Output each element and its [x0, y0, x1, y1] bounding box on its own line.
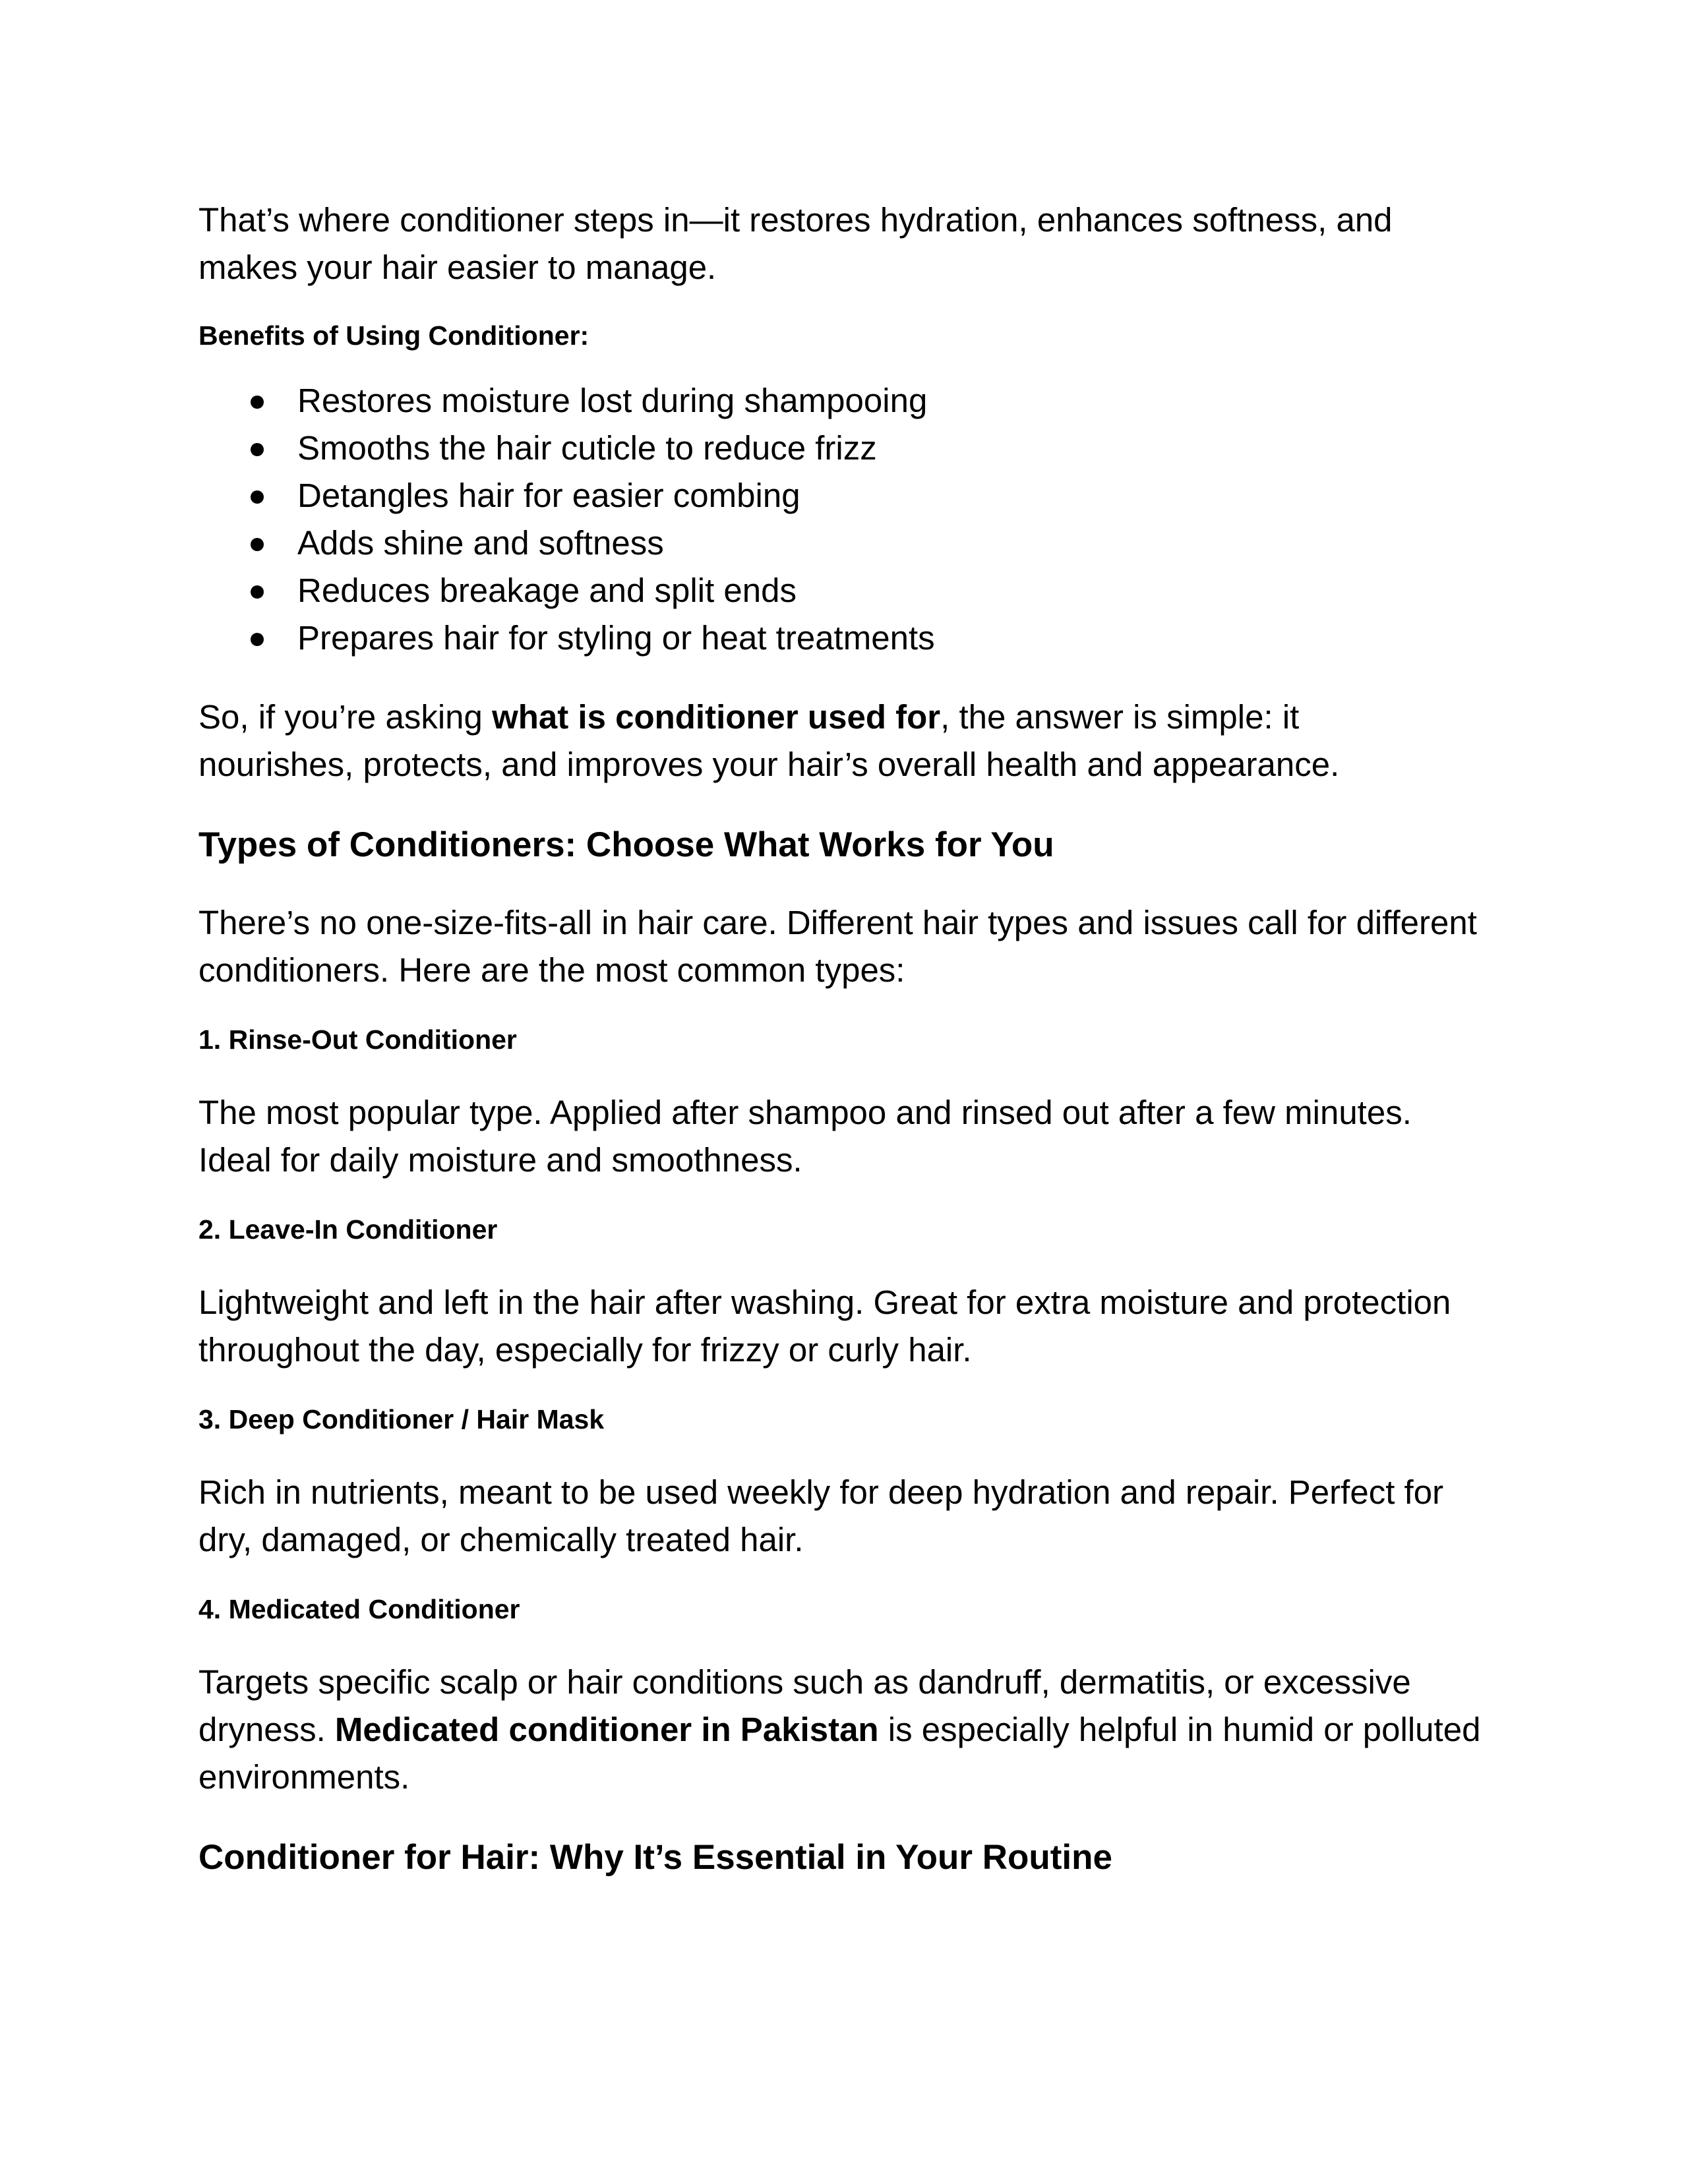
bullet-icon: [251, 490, 264, 504]
summary-bold-phrase: what is conditioner used for: [492, 698, 941, 736]
medicated-text-post: is especially helpful in humid or polluted environments.: [198, 1711, 1481, 1796]
list-item-text: Prepares hair for styling or heat treatments: [297, 619, 935, 657]
list-item-text: Adds shine and softness: [297, 524, 664, 562]
bullet-icon: [251, 633, 264, 646]
bullet-icon: [251, 396, 264, 409]
intro-paragraph: That’s where conditioner steps in—it restores hydration, enhances softness, and makes your hair easier to manage.: [198, 201, 1393, 286]
type-title-deep-conditioner: 3. Deep Conditioner / Hair Mask: [198, 1404, 605, 1434]
list-item: [198, 377, 1491, 425]
list-item: [198, 614, 1491, 662]
list-item-text: Smooths the hair cuticle to reduce frizz: [297, 429, 877, 467]
type-text-medicated: [198, 1659, 1491, 1801]
type-title-leave-in: 2. Leave-In Conditioner: [198, 1214, 498, 1245]
summary-paragraph: [198, 694, 1451, 788]
list-item-text: Reduces breakage and split ends: [297, 572, 797, 609]
types-intro-paragraph: There’s no one-size-fits-all in hair care. Different hair types and issues call for different conditioners. Here are the most common types:: [198, 904, 1477, 989]
document-page: [198, 196, 1491, 1879]
summary-text-post: , the answer is simple: it nourishes, protects, and improves your hair’s overall health and appearance.: [198, 698, 1340, 783]
bullet-icon: [251, 538, 264, 551]
list-item-text: Detangles hair for easier combing: [297, 477, 800, 514]
bullet-icon: [251, 585, 264, 599]
summary-text-pre: So, if you’re asking: [198, 698, 493, 736]
list-item: [198, 425, 1491, 472]
medicated-text-pre: Targets specific scalp or hair conditions such as dandruff, dermatitis, or excessive dryness.: [198, 1663, 1411, 1748]
type-title-rinse-out: 1. Rinse-Out Conditioner: [198, 1024, 517, 1055]
benefits-list: [198, 377, 1491, 662]
list-item: [198, 567, 1491, 614]
type-title-medicated: 4. Medicated Conditioner: [198, 1594, 520, 1624]
list-item: [198, 519, 1491, 567]
list-item-text: Restores moisture lost during shampooing: [297, 382, 928, 419]
next-section-heading: Conditioner for Hair: Why It’s Essential in Your Routine: [198, 1838, 1112, 1877]
benefits-heading: Benefits of Using Conditioner:: [198, 320, 589, 351]
list-item: [198, 472, 1491, 519]
bullet-icon: [251, 443, 264, 456]
medicated-bold-phrase: Medicated conditioner in Pakistan: [334, 1711, 879, 1748]
type-text-rinse-out: The most popular type. Applied after shampoo and rinsed out after a few minutes. Ideal for daily moisture and smoothness.: [198, 1094, 1412, 1179]
type-text-deep-conditioner: Rich in nutrients, meant to be used weekly for deep hydration and repair. Perfect for dry, damaged, or chemically treated hair.: [198, 1473, 1444, 1558]
type-text-leave-in: Lightweight and left in the hair after washing. Great for extra moisture and protection throughout the day, especially for frizzy or curly hair.: [198, 1284, 1451, 1369]
types-heading: Types of Conditioners: Choose What Works for You: [198, 825, 1054, 864]
